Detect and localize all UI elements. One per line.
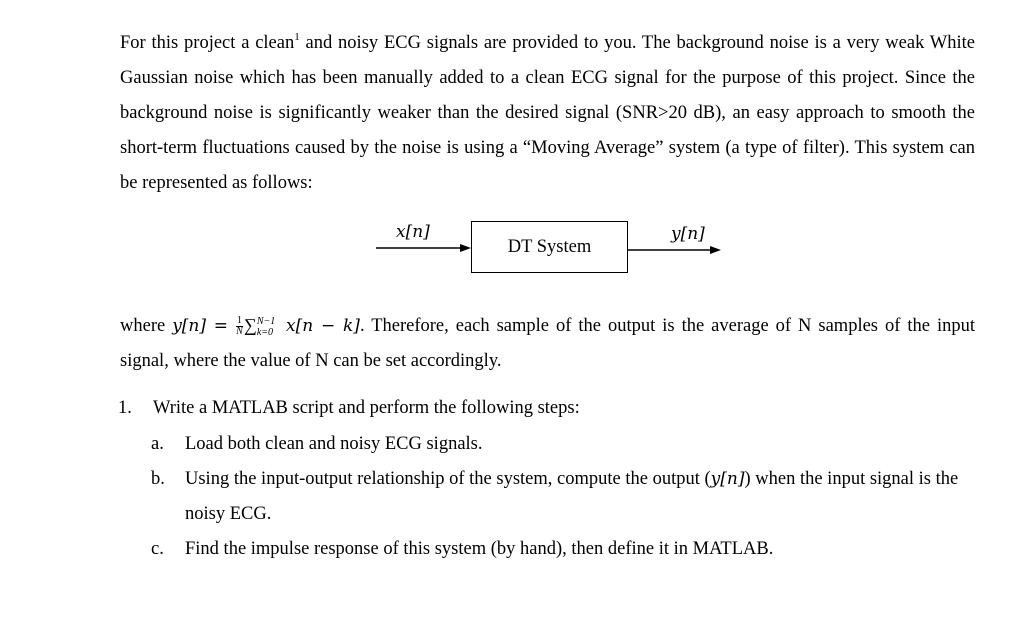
footnote-mark: 1: [294, 31, 300, 43]
sub-item-b-math: y[n]: [710, 469, 745, 489]
sum-upper-limit: N−1: [256, 315, 276, 327]
list-item-1-text: Write a MATLAB script and perform the following steps:: [153, 398, 580, 418]
output-signal-label: y[n]: [671, 224, 705, 244]
sub-item-c-marker: c.: [151, 539, 164, 559]
sum-limits: [257, 316, 275, 338]
sum-lower-limit: k=0: [256, 326, 274, 338]
dt-system-box: [471, 221, 628, 273]
sub-item-a-text: Load both clean and noisy ECG signals.: [185, 434, 483, 454]
sub-item-b-text-start: Using the input-output relationship of the system, compute the output (: [185, 469, 711, 489]
sub-item-b-text-end: ) when the input signal is the noisy ECG.: [185, 469, 959, 524]
fraction-denominator: N: [236, 326, 243, 338]
equation-tail: . Therefore, each sample of the output is the average of N samples of the input signal, where the value of N can be set accordingly.: [120, 316, 976, 371]
equation-fraction: [236, 316, 243, 337]
equation-paragraph: [120, 308, 975, 379]
sub-item-a-marker: a.: [151, 434, 164, 454]
sub-item-b-marker: b.: [151, 469, 165, 489]
list-item-1-marker: 1.: [118, 398, 132, 418]
dt-system-label: DT System: [507, 236, 592, 257]
intro-paragraph: [120, 26, 975, 201]
output-arrowhead: [710, 246, 721, 254]
sub-item-b-text: [185, 462, 977, 532]
intro-text-rest: and noisy ECG signals are provided to you. The background noise is a very weak White Gaussian noise which has been manually added to a clean ECG signal for the purpose of this project. Since the background noise is significantly weaker than the desired signal (SNR>20 dB), an easy approach to smooth the short-term fluctuations caused by the noise is using a “Moving Average” system (a type of filter). This system can be represented as follows:: [120, 33, 975, 193]
equation-lead: where: [120, 316, 173, 336]
input-arrowhead: [460, 244, 471, 252]
equation-summand: x[n − k]: [278, 316, 360, 336]
input-signal-label: x[n]: [396, 222, 430, 242]
sigma-symbol: ∑: [244, 315, 257, 335]
fraction-numerator: 1: [237, 315, 243, 327]
equation-lhs: y[n] =: [172, 316, 229, 336]
intro-text-start: For this project a clean: [120, 33, 295, 53]
sub-item-c-text: Find the impulse response of this system (by hand), then define it in MATLAB.: [185, 539, 774, 559]
